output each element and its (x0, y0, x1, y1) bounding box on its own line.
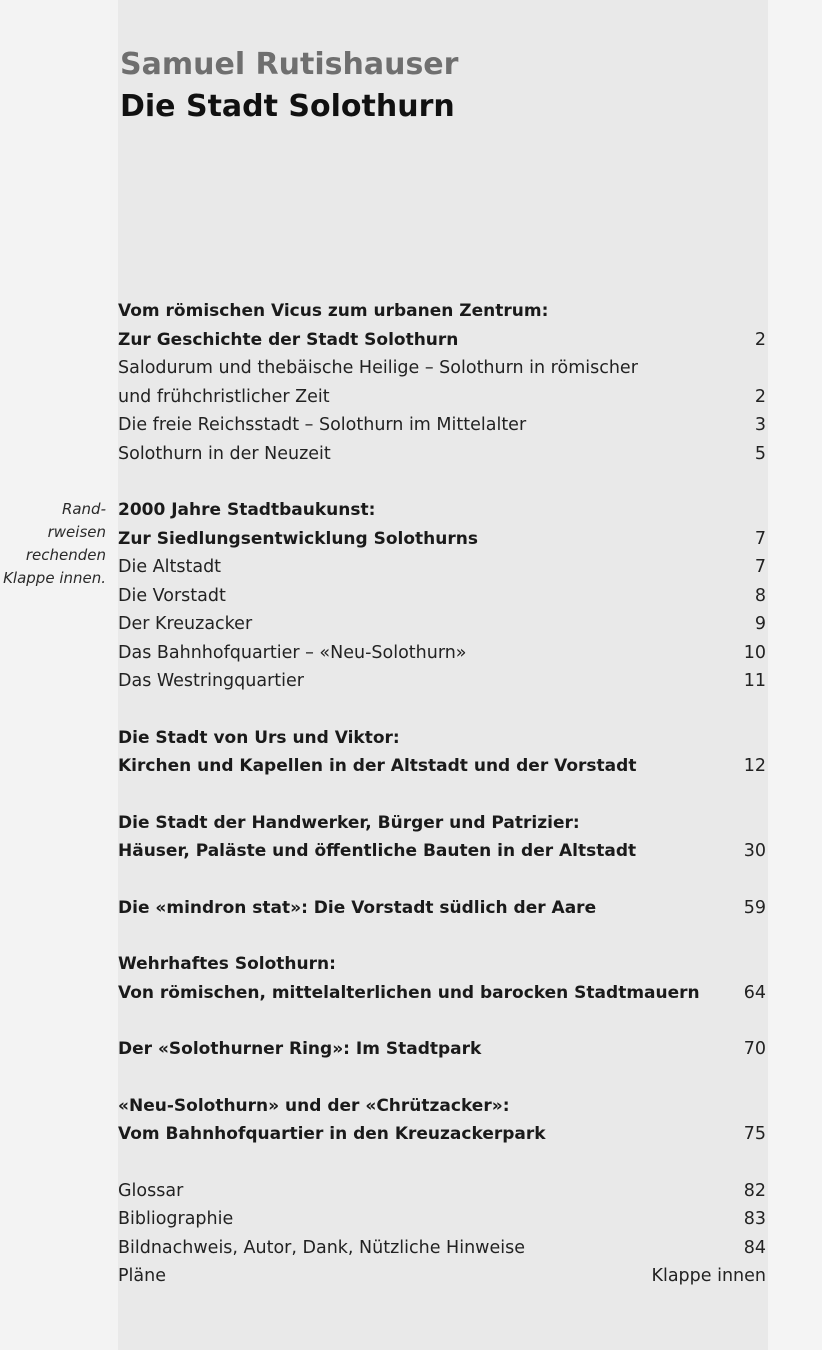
toc-page-number: 5 (754, 443, 766, 464)
toc-heading-text: Die Stadt der Handwerker, Bürger und Patrizier: (118, 812, 580, 833)
toc-entry[interactable] (118, 440, 766, 469)
toc-heading[interactable] (118, 950, 766, 979)
toc-page-number: 2 (754, 329, 766, 350)
toc-entry[interactable] (118, 1177, 766, 1206)
margin-note-line: Rand- (61, 500, 106, 518)
toc-heading[interactable] (118, 724, 766, 753)
toc-heading-text: «Neu-Solothurn» und der «Chrützacker»: (118, 1095, 510, 1116)
toc-entry-text: Pläne (118, 1266, 166, 1286)
toc-page-number: 8 (754, 585, 766, 606)
toc-entry-text: Bildnachweis, Autor, Dank, Nützliche Hinweise (118, 1237, 525, 1258)
toc-heading-text: Zur Geschichte der Stadt Solothurn (118, 329, 459, 350)
toc-heading-text: Vom Bahnhofquartier in den Kreuzackerpark (118, 1124, 546, 1144)
toc-spacer (118, 781, 766, 809)
toc-page-number: 83 (743, 1209, 766, 1229)
toc-heading-text: Häuser, Paläste und öffentliche Bauten in der Altstadt (118, 841, 637, 861)
margin-note-line: rweisen (47, 523, 106, 541)
toc-spacer (118, 696, 766, 724)
toc-entry-text: und frühchristlicher Zeit (118, 386, 330, 407)
toc-entry[interactable] (118, 1234, 766, 1263)
toc-entry[interactable] (118, 582, 766, 611)
toc-entry-text: Solothurn in der Neuzeit (118, 443, 331, 464)
toc-page-number: 64 (743, 982, 766, 1003)
toc-entry[interactable] (118, 667, 766, 696)
toc-heading-text: Die Stadt von Urs und Viktor: (118, 727, 400, 748)
toc-entry[interactable] (118, 553, 766, 582)
toc-heading-text: Wehrhaftes Solothurn: (118, 954, 336, 974)
toc-heading-text: Die «mindron stat»: Die Vorstadt südlich der Aare (118, 897, 597, 918)
facing-page-strip (0, 0, 118, 1350)
toc-page-number: 7 (754, 528, 766, 549)
toc-entry[interactable] (118, 1262, 766, 1291)
toc-spacer (118, 468, 766, 496)
toc-page-number: 75 (743, 1124, 766, 1144)
toc-heading[interactable] (118, 979, 766, 1008)
toc-entry-text: Die freie Reichsstadt – Solothurn im Mittelalter (118, 415, 527, 435)
toc-heading[interactable] (118, 326, 766, 355)
toc-page-number: 3 (754, 415, 766, 435)
toc-heading-text: 2000 Jahre Stadtbaukunst: (118, 500, 376, 520)
toc-heading-text: Kirchen und Kapellen in der Altstadt und der Vorstadt (118, 756, 637, 776)
page-edge (768, 0, 822, 1350)
toc-entry-text: Die Vorstadt (118, 585, 226, 606)
toc-entry-text: Das Bahnhofquartier – «Neu-Solothurn» (118, 642, 467, 663)
toc-page-number: 59 (743, 897, 766, 918)
toc-entry-text: Der Kreuzacker (118, 614, 253, 634)
toc-heading[interactable] (118, 809, 766, 838)
toc-entry[interactable] (118, 383, 766, 412)
toc-spacer (118, 1064, 766, 1092)
toc-page-number: 84 (743, 1237, 766, 1258)
author-name: Samuel Rutishauser (120, 47, 459, 82)
toc-entry-text: Glossar (118, 1180, 184, 1201)
toc-page-number: 9 (754, 614, 766, 634)
toc-heading-text: Zur Siedlungsentwicklung Solothurns (118, 528, 478, 549)
toc-entry[interactable] (118, 610, 766, 639)
toc-entry-text: Salodurum und thebäische Heilige – Solothurn in römischer (118, 358, 638, 378)
toc-heading[interactable] (118, 1035, 766, 1064)
toc-page-number: 2 (754, 386, 766, 407)
toc-heading[interactable] (118, 496, 766, 525)
toc-heading[interactable] (118, 525, 766, 554)
toc-spacer (118, 866, 766, 894)
toc-entry-text: Bibliographie (118, 1209, 234, 1229)
toc-heading[interactable] (118, 1120, 766, 1149)
toc-entry[interactable] (118, 354, 766, 383)
margin-note-line: rechenden (25, 546, 106, 564)
toc-heading-text: Vom römischen Vicus zum urbanen Zentrum: (118, 301, 549, 321)
table-of-contents (118, 297, 766, 1291)
margin-note-line: Klappe innen. (3, 569, 106, 587)
toc-page-number: 70 (743, 1039, 766, 1059)
toc-page-number: 10 (743, 642, 766, 663)
toc-spacer (118, 922, 766, 950)
toc-heading-text: Der «Solothurner Ring»: Im Stadtpark (118, 1039, 482, 1059)
toc-page-number: 82 (743, 1180, 766, 1201)
toc-page-number: 7 (754, 557, 766, 577)
toc-page-number: Klappe innen (651, 1266, 766, 1286)
toc-entry-text: Die Altstadt (118, 557, 222, 577)
toc-page-number: 30 (743, 841, 766, 861)
toc-heading[interactable] (118, 894, 766, 923)
toc-page-number: 11 (743, 671, 766, 691)
book-title: Die Stadt Solothurn (120, 89, 455, 124)
toc-heading-text: Von römischen, mittelalterlichen und barocken Stadtmauern (118, 982, 700, 1003)
toc-entry[interactable] (118, 639, 766, 668)
toc-heading[interactable] (118, 752, 766, 781)
toc-spacer (118, 1149, 766, 1177)
toc-heading[interactable] (118, 837, 766, 866)
toc-heading[interactable] (118, 297, 766, 326)
toc-spacer (118, 1007, 766, 1035)
toc-entry[interactable] (118, 1205, 766, 1234)
margin-note (3, 498, 106, 590)
toc-entry-text: Das Westringquartier (118, 671, 304, 691)
toc-entry[interactable] (118, 411, 766, 440)
toc-page-number: 12 (743, 756, 766, 776)
toc-heading[interactable] (118, 1092, 766, 1121)
